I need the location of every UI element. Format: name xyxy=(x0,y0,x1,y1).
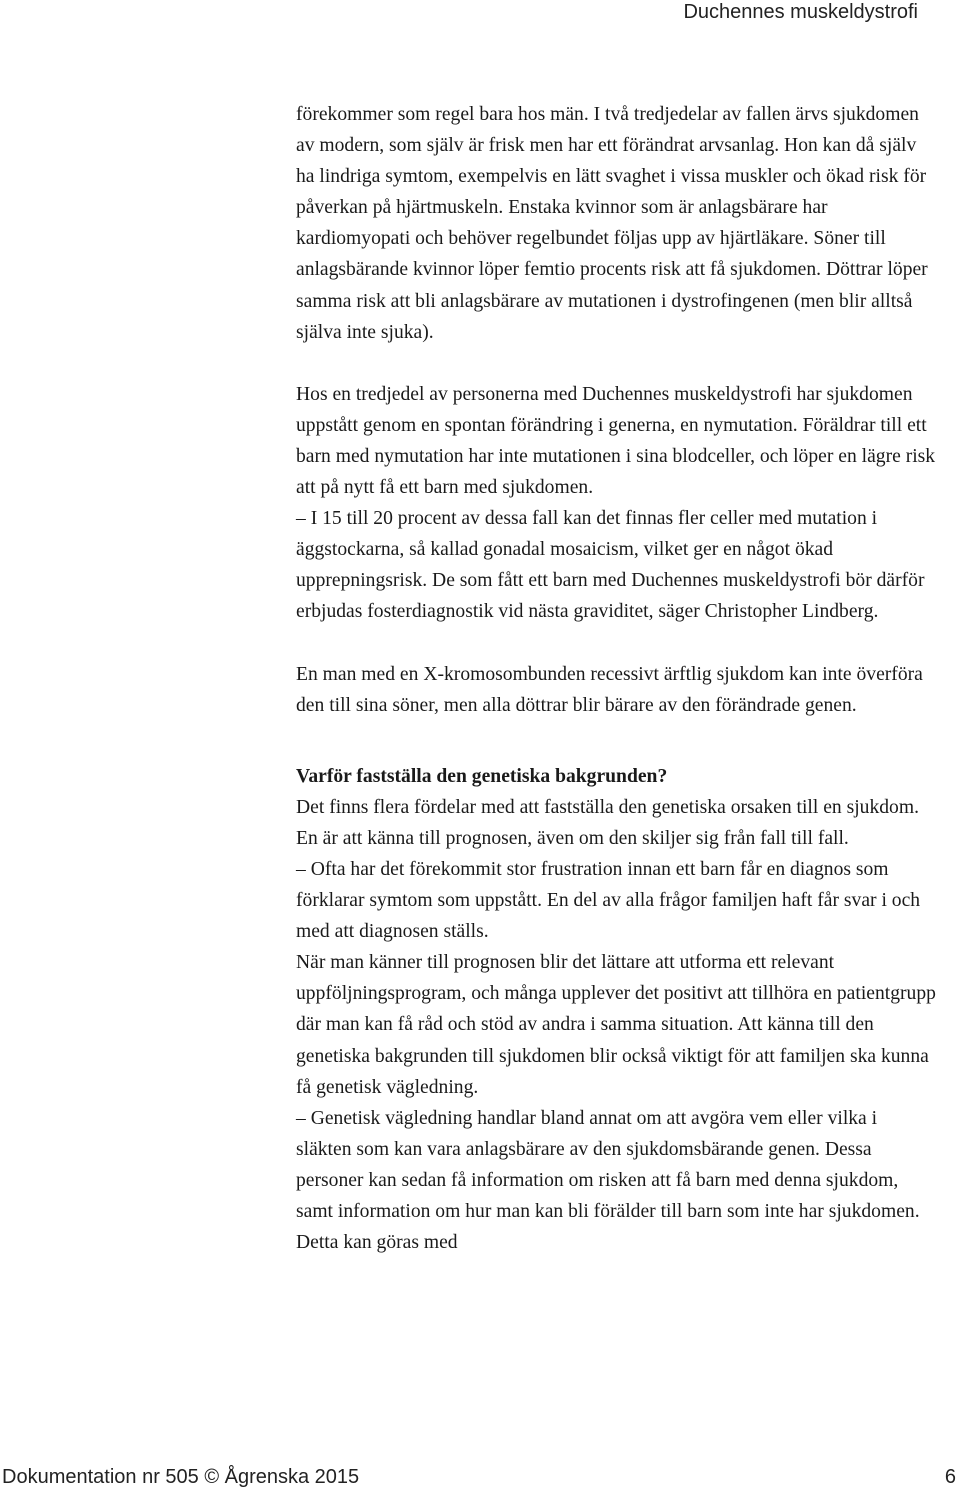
page-header xyxy=(0,0,960,36)
paragraph-x-linked: En man med en X-kromosombunden recessivt ärftlig sjukdom kan inte överföra den till sina söner, men alla döttrar blir bärare av den förändrade genen. xyxy=(296,663,923,716)
paragraph-quote-genetic-guidance: – Genetisk vägledning handlar bland annat om att avgöra vem eller vilka i släkten som kan vara anlagsbärare av den sjukdomsbärande genen. Dessa personer kan sedan få information om risken att få barn med denna sjukdom, samt information om hur man kan bli förälder till barn som inte har sjukdomen. Detta kan göras med xyxy=(296,1107,920,1254)
paragraph-inheritance: förekommer som regel bara hos män. I två tredjedelar av fallen ärvs sjukdomen av modern, som själv är frisk men har ett förändrat arvsanlag. Hon kan då själv ha lindriga symtom, exempelvis en lätt svaghet i vissa muskler och ökad risk för påverkan på hjärtmuskeln. Enstaka kvinnor som är anlagsbärare har kardiomyopati och behöver regelbundet följas upp av hjärtläkare. Söner till anlagsbärande kvinnor löper femtio procents risk att få sjukdomen. Döttrar löper samma risk att bli anlagsbärare av mutationen i dystrofingenen (men blir alltså själva inte sjuka). xyxy=(296,104,928,343)
paragraph-quote-frustration: – Ofta har det förekommit stor frustration innan ett barn får en diagnos som förklarar symtom som uppstått. En del av alla frågor familjen haft får svar i och med att diagnosen ställs. xyxy=(296,858,921,943)
paragraph-nymutation: Hos en tredjedel av personerna med Duchennes muskeldystrofi har sjukdomen uppstått genom en spontan förändring i generna, en nymutation. Föräldrar till ett barn med nymutation har inte mutationen i sina blodceller, och löper en lägre risk att på nytt få ett barn med sjukdomen. xyxy=(296,383,936,499)
footer-documentation: Dokumentation nr 505 © Ågrenska 2015 xyxy=(2,1466,360,1488)
page-number: 6 xyxy=(944,1466,956,1488)
page-footer xyxy=(0,1466,960,1492)
paragraph-advantages: Det finns flera fördelar med att fastställa den genetiska orsaken till en sjukdom. En är att känna till prognosen, även om den skiljer sig från fall till fall. xyxy=(296,796,919,849)
article-body xyxy=(296,99,936,1258)
section-heading: Varför fastställa den genetiska bakgrunden? xyxy=(296,765,668,787)
running-title: Duchennes muskeldystrofi xyxy=(683,1,918,23)
paragraph-prognosis: När man känner till prognosen blir det lättare att utforma ett relevant uppföljningsprogram, och många upplever det positivt att tillhöra en patientgrupp där man kan få råd och stöd av andra i samma situation. Att känna till den genetiska bakgrunden till sjukdomen blir också viktigt för att familjen ska kunna få genetisk vägledning. xyxy=(296,952,936,1098)
paragraph-quote-mosaicism: – I 15 till 20 procent av dessa fall kan det finnas fler celler med mutation i äggstockarna, så kallad gonadal mosaicism, vilket ger en något ökad upprepningsrisk. De som fått ett barn med Duchennes muskeldystrofi bör därför erbjudas fosterdiagnostik vid nästa graviditet, säger Christopher Lindberg. xyxy=(296,508,925,623)
